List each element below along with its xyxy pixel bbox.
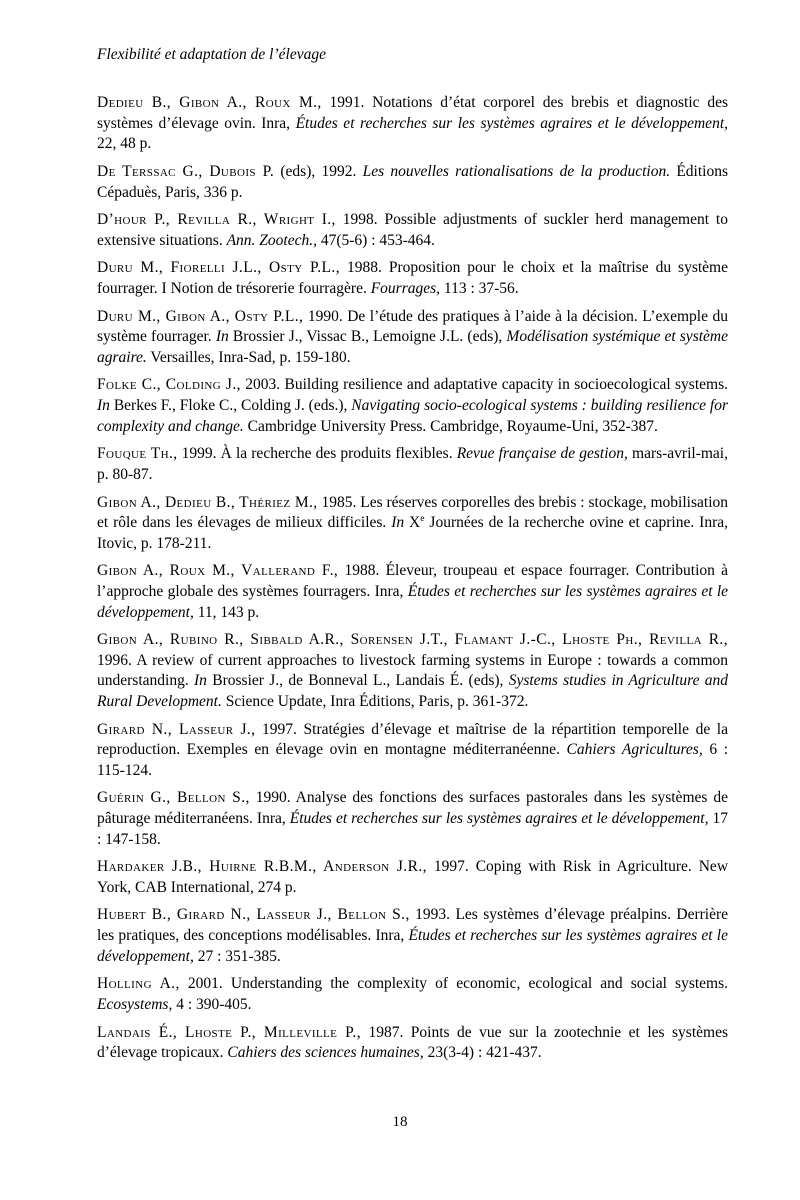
reference-segment-n: X xyxy=(404,514,421,532)
reference-segment-n: 2001. Understanding the complexity of economic, ecological and social systems. xyxy=(179,975,728,993)
reference-segment-n: 1985. Les réserves corporelles des brebis : stockage, mobilisation et rôle dans les élevages de milieux difficiles. xyxy=(97,493,728,532)
reference-segment-n: 6 : 115-124. xyxy=(97,741,728,779)
reference-segment-i: Cahiers Agricultures, xyxy=(566,741,703,759)
reference-segment-i: Ann. Zootech., xyxy=(226,231,317,249)
reference-segment-sc: Landais É., Lhoste P., Milleville P., xyxy=(97,1023,361,1041)
reference-segment-n: mars-avril-mai, p. 80-87. xyxy=(97,445,728,483)
reference-segment-n: (eds), 1992. xyxy=(274,162,363,180)
reference-segment-i: Études et recherches sur les systèmes agraires et le développement, xyxy=(97,927,728,965)
reference-segment-n: Berkes F., Floke C., Colding J. (eds.), xyxy=(109,397,352,415)
reference-item xyxy=(97,93,728,155)
page-number: 18 xyxy=(392,1114,408,1130)
reference-segment-i: Études et recherches sur les systèmes agraires et le développement, xyxy=(289,810,709,828)
reference-segment-sc: Girard N., Lasseur J., xyxy=(97,720,256,738)
reference-segment-sc: Guérin G., Bellon S., xyxy=(97,789,250,807)
reference-item xyxy=(97,974,728,1015)
reference-segment-i: Systems studies in Agriculture and Rural Development. xyxy=(97,672,729,710)
reference-segment-n: Versailles, Inra-Sad, p. 159-180. xyxy=(146,348,351,366)
reference-segment-n: Brossier J., de Bonneval L., Landais É. (eds), xyxy=(206,672,509,690)
reference-item xyxy=(97,210,728,251)
reference-segment-n: 47(5-6) : 453-464. xyxy=(316,231,435,249)
reference-segment-n: 1988. Éleveur, troupeau et espace fourrager. Contribution à l’approche globale des systèmes fourragers. Inra, xyxy=(97,562,728,600)
reference-segment-n: 1987. Points de vue sur la zootechnie et les systèmes d’élevage tropicaux. xyxy=(97,1023,728,1062)
reference-segment-sc: De Terssac G., Dubois P. xyxy=(97,162,275,180)
reference-item xyxy=(97,788,728,850)
reference-segment-sc: Duru M., Gibon A., Osty P.L., xyxy=(97,307,304,325)
reference-item xyxy=(97,375,728,437)
reference-item xyxy=(97,857,728,898)
reference-segment-n: 113 : 37-56. xyxy=(440,280,519,298)
reference-item xyxy=(97,1023,728,1064)
reference-segment-n: 27 : 351-385. xyxy=(193,947,281,965)
reference-segment-i: In xyxy=(97,397,110,415)
reference-segment-i: Cahiers des sciences humaines, xyxy=(227,1044,424,1062)
reference-segment-n: Cambridge University Press. Cambridge, Royaume-Uni, 352-387. xyxy=(243,417,658,435)
running-title: Flexibilité et adaptation de l’élevage xyxy=(97,46,326,63)
reference-segment-sc: Gibon A., Rubino R., Sibbald A.R., Sorensen J.T., Flamant J.-C., Lhoste Ph., Revilla R., xyxy=(97,631,728,649)
reference-segment-i: In xyxy=(391,514,405,532)
reference-segment-n: 1996. A review of current approaches to livestock farming systems in Europe : towards a common understanding. xyxy=(97,651,728,690)
reference-segment-sup: e xyxy=(420,512,425,524)
reference-segment-i: In xyxy=(194,672,207,690)
reference-segment-n: 1993. Les systèmes d’élevage préalpins. Derrière les pratiques, des conceptions modélisables. Inra, xyxy=(97,906,728,945)
reference-item xyxy=(97,162,728,203)
reference-segment-n: 1998. Possible adjustments of suckler herd management to extensive situations. xyxy=(97,211,728,249)
reference-segment-sc: Holling A., xyxy=(97,975,180,993)
reference-item xyxy=(97,493,728,555)
running-header xyxy=(97,45,728,65)
reference-segment-n: Science Update, Inra Éditions, Paris, p. 361-372. xyxy=(221,692,529,710)
reference-segment-n: 1990. De l’étude des pratiques à l’aide à la décision. L’exemple du système fourrager. xyxy=(97,307,728,346)
reference-item xyxy=(97,258,728,299)
page-footer xyxy=(0,1114,800,1131)
reference-segment-i: Modélisation systémique et système agraire. xyxy=(97,328,728,366)
reference-segment-i: Études et recherches sur les systèmes agraires et le développement, xyxy=(97,582,728,621)
reference-segment-sc: Hubert B., Girard N., Lasseur J., Bellon S., xyxy=(97,906,410,924)
reference-segment-n: 17 : 147-158. xyxy=(97,810,728,848)
reference-segment-n: Brossier J., Vissac B., Lemoigne J.L. (eds), xyxy=(228,328,507,346)
reference-segment-n: 11, 143 p. xyxy=(193,603,260,621)
reference-item xyxy=(97,307,728,369)
reference-segment-i: Les nouvelles rationalisations de la production. xyxy=(362,162,671,180)
reference-item xyxy=(97,444,728,485)
reference-segment-n: Journées de la recherche ovine et caprine. Inra, Itovic, p. 178-211. xyxy=(97,514,728,552)
reference-item xyxy=(97,905,728,967)
reference-segment-sc: Gibon A., Roux M., Vallerand F., xyxy=(97,562,339,580)
reference-segment-i: Fourrages, xyxy=(370,280,441,298)
reference-item xyxy=(97,630,728,712)
reference-segment-i: Navigating socio-ecological systems : building resilience for complexity and change. xyxy=(97,397,728,435)
reference-segment-n: 22, 48 p. xyxy=(97,135,152,153)
reference-segment-n: 1991. Notations d’état corporel des brebis et diagnostic des systèmes d’élevage ovin. Inra, xyxy=(97,94,728,132)
reference-segment-n: 1997. Stratégies d’élevage et maîtrise de la répartition temporelle de la reproduction. Exemples en élevage ovin en montagne méditerranéenne. xyxy=(97,720,728,759)
reference-item xyxy=(97,720,728,782)
reference-segment-sc: Folke C., Colding J., xyxy=(97,376,241,394)
reference-segment-sc: Gibon A., Dedieu B., Thériez M., xyxy=(97,493,318,511)
reference-segment-n: 1990. Analyse des fonctions des surfaces pastorales dans les systèmes de pâturage méditerranéens. Inra, xyxy=(97,789,728,828)
page-content xyxy=(97,45,728,1071)
reference-segment-i: Études et recherches sur les systèmes agraires et le développement, xyxy=(295,114,728,132)
reference-segment-sc: Hardaker J.B., Huirne R.B.M., Anderson J.R., xyxy=(97,858,427,876)
reference-segment-n: 2003. Building resilience and adaptative capacity in socioecological systems. xyxy=(240,376,728,394)
reference-segment-sc: Fouque Th., xyxy=(97,445,178,463)
reference-segment-n: 23(3-4) : 421-437. xyxy=(423,1044,542,1062)
reference-segment-i: In xyxy=(215,328,229,346)
reference-segment-n: 4 : 390-405. xyxy=(172,995,252,1013)
reference-segment-n: Éditions Cépaduès, Paris, 336 p. xyxy=(97,162,728,201)
reference-segment-n: 1999. À la recherche des produits flexibles. xyxy=(177,445,457,463)
reference-segment-i: Ecosystems, xyxy=(97,995,173,1013)
reference-segment-sc: Dedieu B., Gibon A., Roux M., xyxy=(97,94,322,112)
reference-segment-sc: Duru M., Fiorelli J.L., Osty P.L., xyxy=(97,259,340,277)
reference-item xyxy=(97,561,728,623)
reference-segment-i: Revue française de gestion, xyxy=(456,445,628,463)
reference-segment-n: 1988. Proposition pour le choix et la maîtrise du système fourrager. I Notion de trésorerie fourragère. xyxy=(97,259,728,298)
reference-segment-sc: D’hour P., Revilla R., Wright I., xyxy=(97,211,336,229)
reference-segment-n: 1997. Coping with Risk in Agriculture. New York, CAB International, 274 p. xyxy=(97,858,729,896)
reference-list xyxy=(97,93,728,1064)
